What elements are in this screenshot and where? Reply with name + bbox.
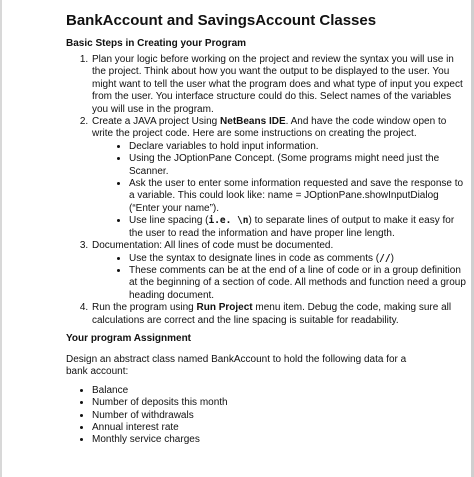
field-item <box>92 434 466 446</box>
step-2-text-post: . And have the code window open to write the project code. Here are some instructions on creating the project. <box>92 116 447 140</box>
step-2-text-pre: Create a JAVA project Using <box>92 116 221 128</box>
assignment-description: Design an abstract class named BankAccount to hold the following data for a bank account: <box>66 353 407 378</box>
step-1 <box>91 54 466 116</box>
step-2-sub-2-text: Using the JOptionPane Concept. (Some programs might need just the Scanner. <box>129 153 440 177</box>
basic-steps-heading: Basic Steps in Creating your Program <box>66 38 247 49</box>
step-2-sub-4 <box>129 215 466 240</box>
step-4-text-pre: Run the program using <box>92 302 197 314</box>
field-interest-rate: Annual interest rate <box>92 421 179 433</box>
step-4-text-post: menu item. Debug the code, making sure all calculations are correct and the line spacing is suitable for readability. <box>92 302 452 326</box>
document-title: BankAccount and SavingsAccount Classes <box>66 12 377 29</box>
step-3-sub-1-post: ) <box>390 252 394 264</box>
field-item <box>92 397 466 409</box>
step-2 <box>91 116 466 240</box>
step-3-sub-2-text: These comments can be at the end of a line of code or in a group definition at the beginning of a section of code. All methods and function need a group heading document. <box>129 264 466 301</box>
document-page <box>66 12 466 447</box>
step-2-sub-4-post: ) to separate lines of output to make it easy for the user to read the information and have proper line length. <box>129 215 455 239</box>
step-3 <box>91 240 466 302</box>
page-left-border <box>0 0 2 477</box>
step-3-sublist <box>92 253 466 303</box>
step-2-sub-4-pre: Use line spacing ( <box>129 215 209 227</box>
step-2-sub-1 <box>129 141 466 153</box>
step-3-sub-1 <box>129 253 466 265</box>
assignment-heading: Your program Assignment <box>66 332 192 344</box>
newline-code: i.e. \n <box>208 215 249 227</box>
step-3-text: Documentation: All lines of code must be documented. <box>92 240 334 252</box>
step-2-netbeans: NetBeans IDE <box>220 116 286 128</box>
comment-code: // <box>379 252 391 264</box>
field-item <box>92 385 466 397</box>
step-2-sub-1-text: Declare variables to hold input information. <box>129 140 319 152</box>
field-balance: Balance <box>92 384 129 396</box>
field-item <box>92 422 466 434</box>
step-2-sub-2 <box>129 153 466 178</box>
step-2-sub-3-text: Ask the user to enter some information requested and save the response to a variable. This could look like: name = JOptionPane.showInputDialog (“Enter your name”). <box>129 178 464 214</box>
step-2-sublist <box>92 141 466 240</box>
step-4-run-project: Run Project <box>196 302 253 314</box>
step-2-sub-3 <box>129 178 466 215</box>
field-item <box>92 410 466 422</box>
step-3-sub-2 <box>129 265 466 302</box>
field-withdrawals: Number of withdrawals <box>92 409 194 421</box>
step-1-text: Plan your logic before working on the project and review the syntax you will use in the project. Think about how you want the output to be displayed to the user. You might want to tell the user what the program does and what type of input you expect from the user. You interface structure could do this. Select names of the variables you will use in the program. <box>92 54 463 115</box>
step-3-sub-1-pre: Use the syntax to designate lines in code as comments ( <box>129 252 380 264</box>
field-service-charges: Monthly service charges <box>92 434 200 446</box>
steps-list <box>66 54 466 327</box>
step-4 <box>91 302 466 327</box>
field-deposits: Number of deposits this month <box>92 397 228 409</box>
fields-list <box>66 385 466 447</box>
